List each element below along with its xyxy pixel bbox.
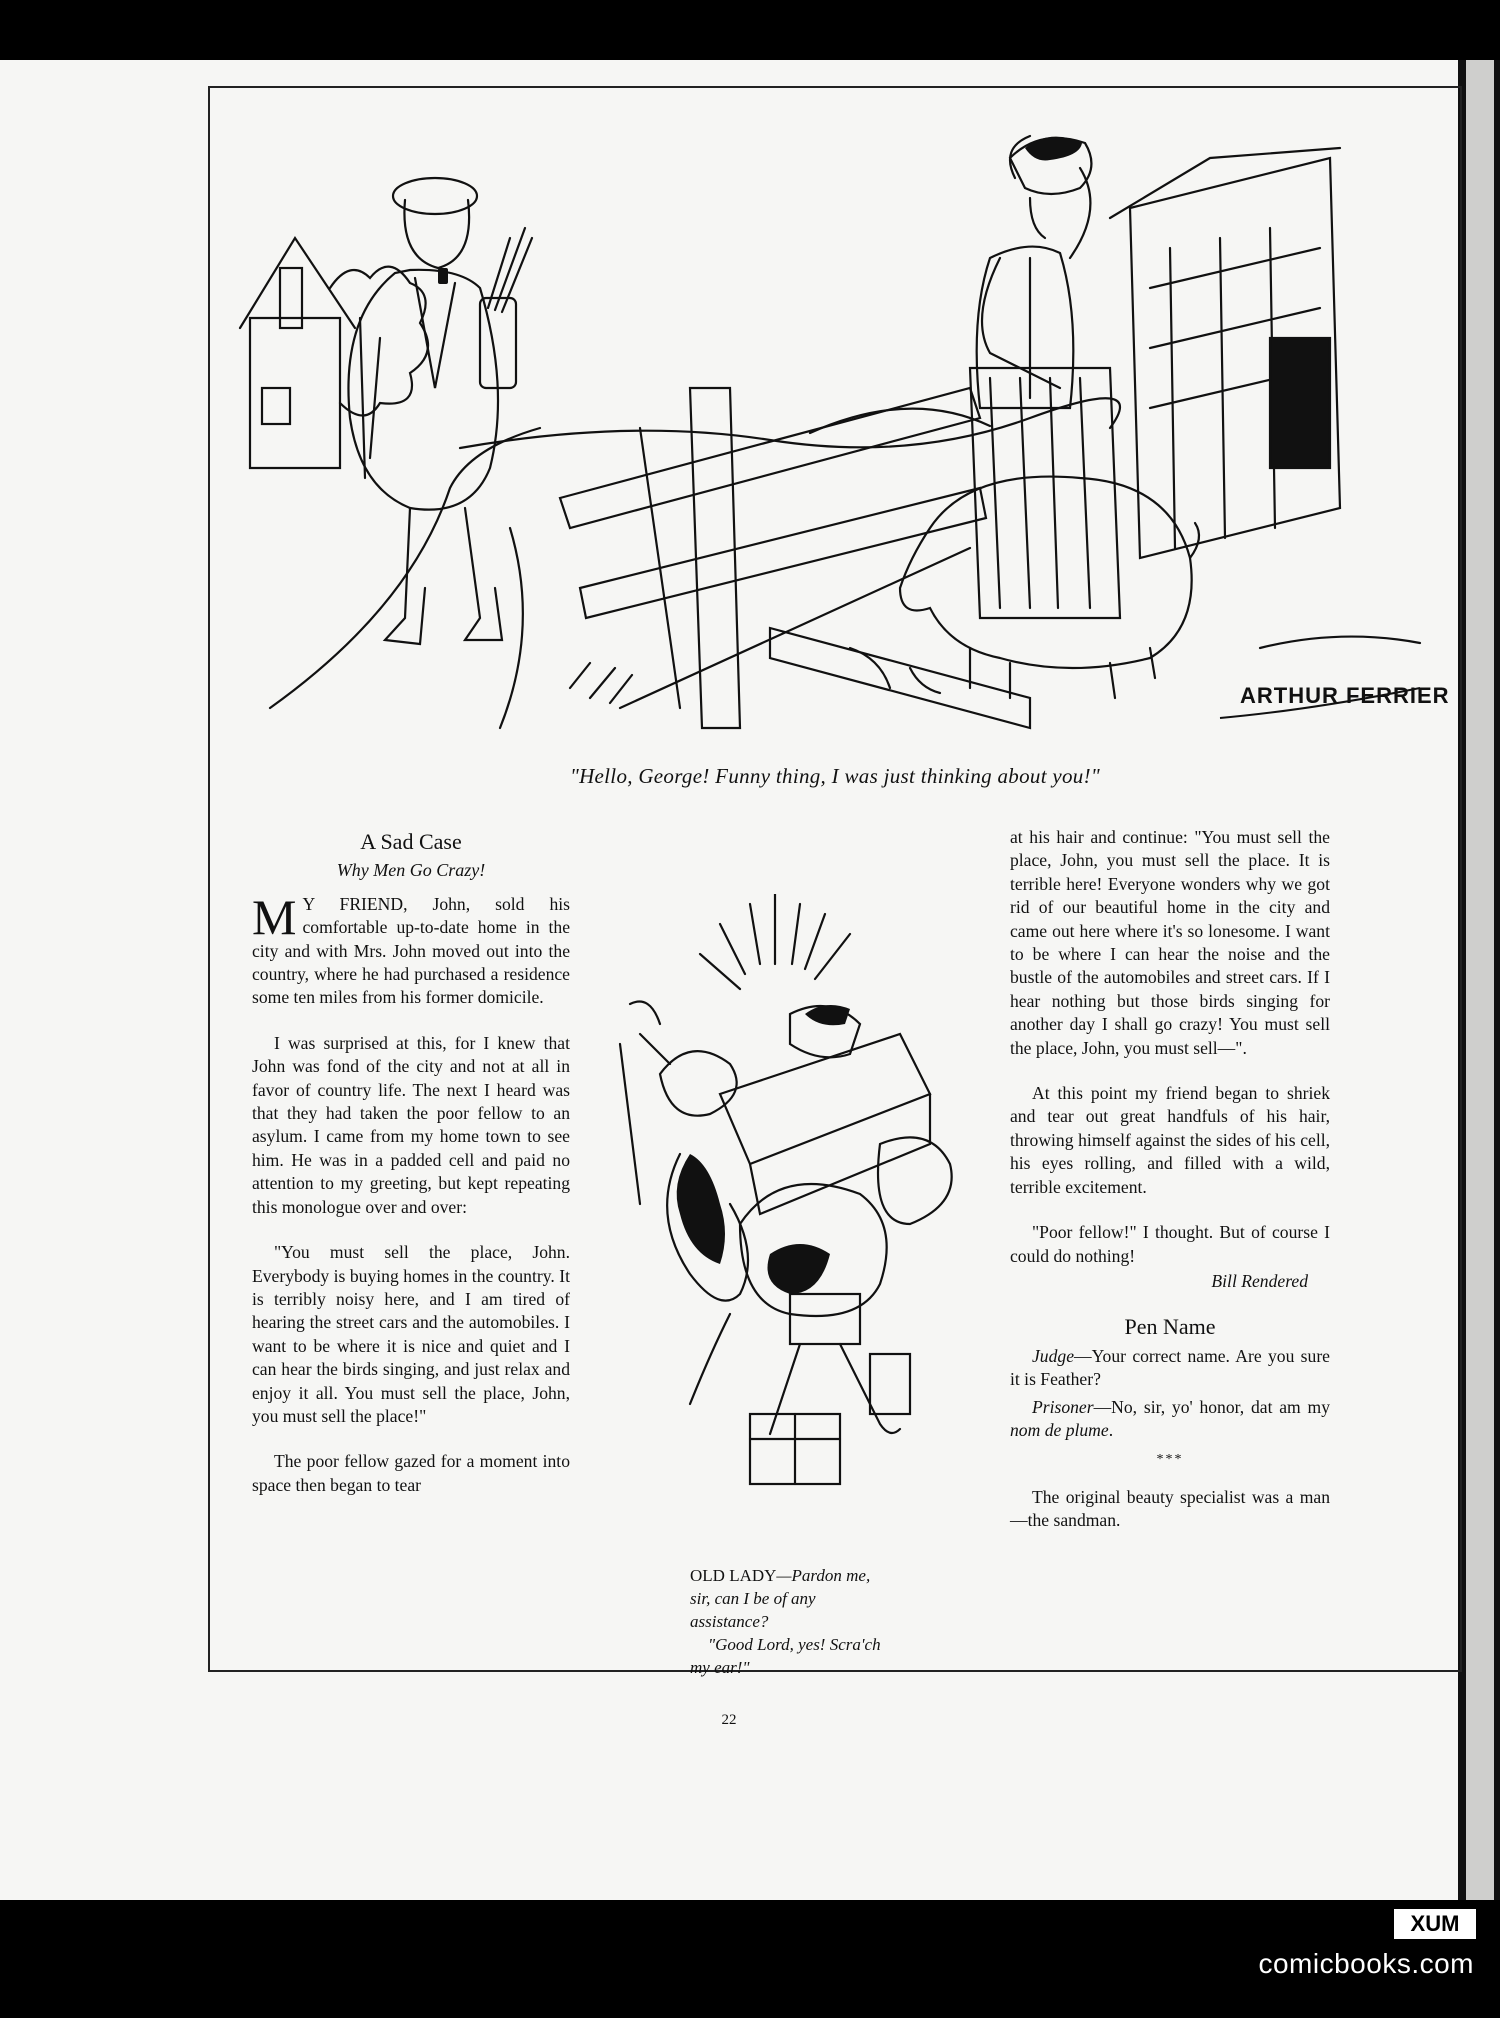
page-edge (1458, 60, 1500, 1900)
prisoner-line (1010, 1396, 1330, 1443)
cartoon-caption: "Hello, George! Funny thing, I was just thinking about you!" (569, 764, 1101, 788)
artist-signature: ARTHUR FERRIER (1240, 683, 1450, 708)
speaker-text: —Pardon me, sir, can I be of any assistance? (690, 1566, 871, 1631)
prisoner-text-end: . (1108, 1419, 1114, 1440)
lead-text: John, sold his comfortable up-to-date home in the city and with Mrs. John moved out into the country, where he had purchased a residence some ten miles from his former domicile. (252, 893, 570, 1008)
site-watermark: comicbooks.com (1258, 1948, 1474, 1979)
lead-smallcaps: Y FRIEND, (302, 893, 408, 914)
article-paragraph-4: The poor fellow gazed for a moment into space then began to tear (252, 1451, 570, 1495)
cartoon-illustration (210, 88, 1460, 756)
sandman-joke: The original beauty specialist was a man—the sandman. (1010, 1486, 1330, 1531)
site-logo: XUM (1392, 1907, 1478, 1941)
article-byline: Bill Rendered (1211, 1270, 1308, 1291)
content-frame (208, 86, 1462, 1677)
page-number: 22 (721, 1712, 737, 1728)
article-lead-paragraph (252, 888, 570, 1010)
drop-cap: M (252, 888, 297, 945)
judge-text: —Your correct name. Are you sure it is Feather? (1010, 1345, 1330, 1390)
article-paragraph-5: at his hair and continue: "You must sell the place, John, you must sell the place. It is terrible here! Everyone wonders why we got rid of our beautiful home in the city and came out here where it's so lonesome. I want to be where I can hear the noise and the bustle of the automobiles and street cars. If I hear nothing but those birds singing for another day I shall go crazy! You must sell the place, John, you must sell—". (1010, 827, 1330, 1058)
article-paragraph-2: I was surprised at this, for I knew that John was fond of the city and not at all in favor of country life. The next I heard was that they had taken the poor fellow to an asylum. I came from my home town to see him. He was in a padded cell and paid no attention to my greeting, but kept repeating this monologue over and over: (252, 1032, 570, 1217)
old-lady-drawing (600, 894, 980, 1514)
farm-scene-drawing (210, 88, 1460, 756)
prisoner-text-italic: nom de plume (1010, 1419, 1109, 1440)
middle-cartoon-caption (690, 1564, 890, 1679)
article-subtitle: Why Men Go Crazy! (336, 860, 486, 881)
judge-line (1010, 1345, 1330, 1392)
middle-cartoon-illustration (600, 894, 980, 1514)
article-paragraph-3: "You must sell the place, John. Everybody is buying homes in the country. It is terribly noisy here, and I am tired of hearing the street cars and the automobiles. I want to be where it is nice and quiet and I can hear the birds singing, and just relax and enjoy it all. You must sell the place, John, you must sell the place!" (252, 1242, 570, 1426)
reply-text: "Good Lord, yes! Scra'ch my ear!" (690, 1635, 881, 1677)
prisoner-text: —No, sir, yo' honor, dat am my (1093, 1396, 1330, 1417)
section-divider-stars: *** (1156, 1452, 1184, 1468)
old-lady-line (690, 1564, 890, 1633)
pen-name-title: Pen Name (1124, 1314, 1216, 1340)
article-right-column (1010, 826, 1330, 1555)
article-paragraph-6: At this point my friend began to shriek and tear out great handfuls of his hair, throwing himself against the sides of his cell, his eyes rolling, and filled with a wild, terrible excitement. (1010, 1083, 1330, 1197)
reply-line (690, 1633, 890, 1679)
prisoner-label: Prisoner (1032, 1396, 1094, 1417)
judge-label: Judge (1032, 1345, 1075, 1366)
article-paragraph-7: "Poor fellow!" I thought. But of course I could do nothing! (1010, 1222, 1330, 1266)
speaker-label: OLD LADY (690, 1566, 777, 1585)
adjacent-page-strip (1466, 60, 1494, 1900)
article-title: A Sad Case (360, 829, 462, 854)
article-left-column (252, 830, 570, 1519)
